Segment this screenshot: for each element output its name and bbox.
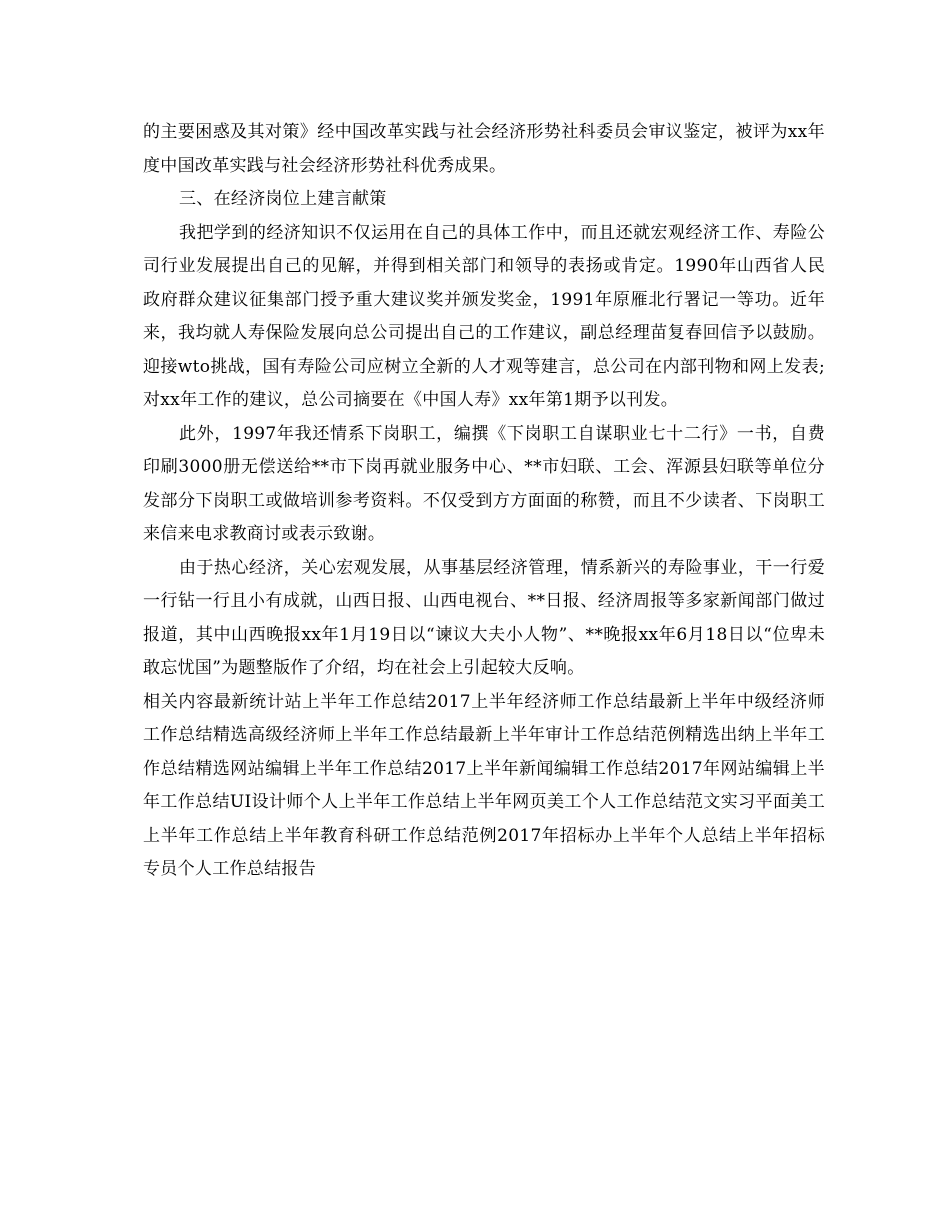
related-content: 相关内容最新统计站上半年工作总结2017上半年经济师工作总结最新上半年中级经济师工作总结精选高级经济师上半年工作总结最新上半年审计工作总结范例精选出纳上半年工作总结精选网站编辑上半年工作总结2017上半年新闻编辑工作总结2017年网站编辑上半年工作总结UI设计师个人上半年工作总结上半年网页美工个人工作总结范文实习平面美工上半年工作总结上半年教育科研工作总结范例2017年招标办上半年个人总结上半年招标专员个人工作总结报告 bbox=[143, 691, 825, 879]
paragraph-continuation: 的主要困惑及其对策》经中国改革实践与社会经济形势社科委员会审议鉴定，被评为xx年度中国改革实践与社会经济形势社科优秀成果。 bbox=[143, 122, 825, 176]
paragraph-advice: 我把学到的经济知识不仅运用在自己的具体工作中，而且还就宏观经济工作、寿险公司行业发展提出自己的见解，并得到相关部门和领导的表扬或肯定。1990年山西省人民政府群众建议征集部门授予重大建议奖并颁发奖金，1991年原雁北行署记一等功。近年来，我均就人寿保险发展向总公司提出自己的工作建议，副总经理苗复春回信予以鼓励。迎接wto挑战，国有寿险公司应树立全新的人才观等建言，总公司在内部刊物和网上发表;对xx年工作的建议，总公司摘要在《中国人寿》xx年第1期予以刊发。 bbox=[143, 222, 825, 410]
document-body bbox=[143, 116, 825, 887]
paragraph-media-coverage: 由于热心经济，关心宏观发展，从事基层经济管理，情系新兴的寿险事业，干一行爱一行钻一行且小有成就，山西日报、山西电视台、**日报、经济周报等多家新闻部门做过报道，其中山西晚报xx年1月19日以“谏议大夫小人物”、**晚报xx年6月18日以“位卑未敢忘忧国”为题整版作了介绍，均在社会上引起较大反响。 bbox=[143, 557, 825, 678]
paragraph-laid-off-workers: 此外，1997年我还情系下岗职工，编撰《下岗职工自谋职业七十二行》一书，自费印刷3000册无偿送给**市下岗再就业服务中心、**市妇联、工会、浑源县妇联等单位分发部分下岗职工或做培训参考资料。不仅受到方方面面的称赞，而且不少读者、下岗职工来信来电求教商讨或表示致谢。 bbox=[143, 423, 825, 544]
section-heading: 三、在经济岗位上建言献策 bbox=[179, 189, 387, 209]
